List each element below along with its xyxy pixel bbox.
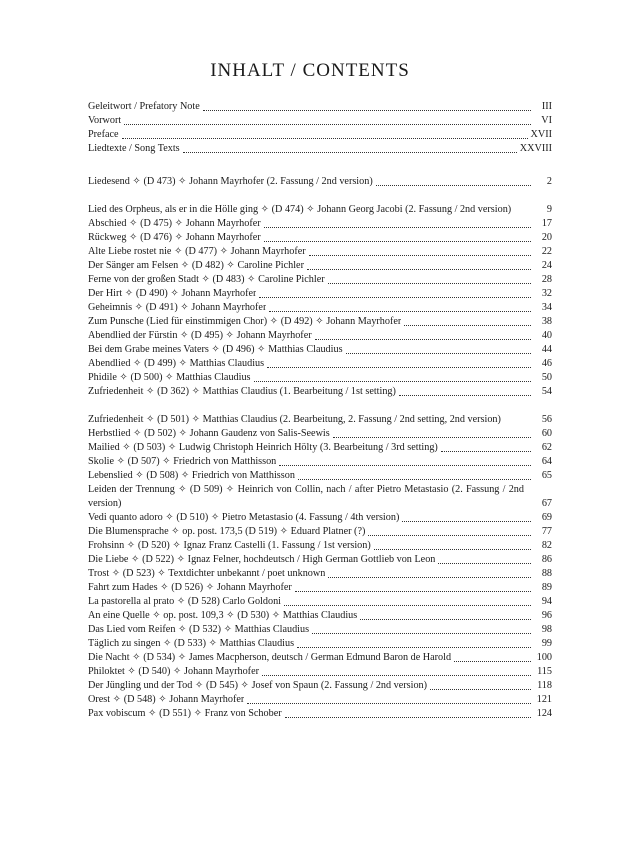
dot-leader <box>264 241 531 242</box>
front-matter-item-page: XXVIII <box>519 143 552 154</box>
song-entry-title: Zum Punsche (Lied für einstimmigen Chor) ✧ (D 492) ✧ Johann Mayrhofer <box>88 316 402 327</box>
song-entry[interactable] <box>88 637 552 651</box>
dot-leader <box>183 152 517 153</box>
song-entry-title: Herbstlied ✧ (D 502) ✧ Johann Gaudenz von Salis-Seewis <box>88 428 330 439</box>
song-entry[interactable] <box>88 329 552 343</box>
dot-leader <box>402 521 531 522</box>
song-entry[interactable] <box>88 385 552 399</box>
front-matter-item-page: VI <box>541 115 552 126</box>
song-entry[interactable] <box>88 371 552 385</box>
song-entry-title: Vedi quanto adoro ✧ (D 510) ✧ Pietro Metastasio (4. Fassung / 4th version) <box>88 512 400 523</box>
song-entry-title: Abschied ✧ (D 475) ✧ Johann Mayrhofer <box>88 218 261 229</box>
song-entry[interactable] <box>88 483 552 511</box>
song-entry-page: 22 <box>541 246 552 257</box>
song-entry-page: 17 <box>541 218 552 229</box>
song-entry-page: 9 <box>546 204 552 215</box>
song-entry[interactable] <box>88 301 552 315</box>
dot-leader <box>297 647 531 648</box>
song-entry-page: 96 <box>541 610 552 621</box>
song-entry-title: Mailied ✧ (D 503) ✧ Ludwig Christoph Heinrich Hölty (3. Bearbeitung / 3rd setting) <box>88 442 438 453</box>
dot-leader <box>441 451 531 452</box>
song-entry-title: Der Hirt ✧ (D 490) ✧ Johann Mayrhofer <box>88 288 257 299</box>
song-entry-page: 32 <box>541 288 552 299</box>
dot-leader <box>328 283 531 284</box>
song-entry-title: Der Jüngling und der Tod ✧ (D 545) ✧ Josef von Spaun (2. Fassung / 2nd version) <box>88 680 428 691</box>
song-entry-page: 34 <box>541 302 552 313</box>
song-list <box>88 175 552 721</box>
front-matter-item[interactable] <box>88 128 552 142</box>
song-entry[interactable] <box>88 427 552 441</box>
front-matter-item[interactable] <box>88 142 552 156</box>
song-entry-title: Die Liebe ✧ (D 522) ✧ Ignaz Felner, hochdeutsch / High German Gottlieb von Leon <box>88 554 436 565</box>
dot-leader <box>438 563 531 564</box>
song-entry[interactable] <box>88 245 552 259</box>
song-entry-page: 121 <box>536 694 552 705</box>
front-matter-item[interactable] <box>88 114 552 128</box>
song-entry[interactable] <box>88 315 552 329</box>
song-entry-title: Skolie ✧ (D 507) ✧ Friedrich von Matthisson <box>88 456 277 467</box>
song-entry-title: Zufriedenheit ✧ (D 362) ✧ Matthias Claudius (1. Bearbeitung / 1st setting) <box>88 386 396 397</box>
song-entry-page: 88 <box>541 568 552 579</box>
song-entry[interactable] <box>88 539 552 553</box>
song-entry-title: Lied des Orpheus, als er in die Hölle ging ✧ (D 474) ✧ Johann Georg Jacobi (2. Fassung / 2nd version) <box>88 204 512 215</box>
dot-leader <box>247 703 531 704</box>
dot-leader <box>404 325 531 326</box>
song-entry-page: 28 <box>541 274 552 285</box>
song-entry-page: 82 <box>541 540 552 551</box>
dot-leader <box>376 185 531 186</box>
song-entry[interactable] <box>88 595 552 609</box>
dot-leader <box>309 255 531 256</box>
front-matter-item[interactable] <box>88 100 552 114</box>
song-entry[interactable] <box>88 511 552 525</box>
song-entry[interactable] <box>88 525 552 539</box>
dot-leader <box>333 437 531 438</box>
song-entry-title: Philoktet ✧ (D 540) ✧ Johann Mayrhofer <box>88 666 259 677</box>
song-entry-title: Der Sänger am Felsen ✧ (D 482) ✧ Caroline Pichler <box>88 260 304 271</box>
song-entry[interactable] <box>88 693 552 707</box>
song-entry-title: Rückweg ✧ (D 476) ✧ Johann Mayrhofer <box>88 232 261 243</box>
song-entry-title: Das Lied vom Reifen ✧ (D 532) ✧ Matthias Claudius <box>88 624 310 635</box>
song-entry[interactable] <box>88 651 552 665</box>
dot-leader <box>454 661 531 662</box>
dot-leader <box>307 269 531 270</box>
song-entry-page: 69 <box>541 512 552 523</box>
song-entry[interactable] <box>88 217 552 231</box>
front-matter-item-title: Liedtexte / Song Texts <box>88 143 180 154</box>
song-entry-title: Geheimnis ✧ (D 491) ✧ Johann Mayrhofer <box>88 302 267 313</box>
dot-leader <box>264 227 531 228</box>
song-entry[interactable] <box>88 441 552 455</box>
song-entry-title: Täglich zu singen ✧ (D 533) ✧ Matthias Claudius <box>88 638 295 649</box>
song-entry-page: 64 <box>541 456 552 467</box>
front-matter-item-title: Geleitwort / Prefatory Note <box>88 101 200 112</box>
song-entry[interactable] <box>88 567 552 581</box>
song-entry-title: Frohsinn ✧ (D 520) ✧ Ignaz Franz Castelli (1. Fassung / 1st version) <box>88 540 371 551</box>
song-entry[interactable] <box>88 287 552 301</box>
front-matter-list <box>88 100 552 156</box>
dot-leader <box>368 535 531 536</box>
song-entry-page: 56 <box>541 414 552 425</box>
song-entry[interactable] <box>88 455 552 469</box>
dot-leader <box>254 381 531 382</box>
song-entry-page: 65 <box>541 470 552 481</box>
song-entry-title: An eine Quelle ✧ op. post. 109,3 ✧ (D 530) ✧ Matthias Claudius <box>88 610 358 621</box>
song-entry-page: 2 <box>546 176 552 187</box>
song-entry-title: Orest ✧ (D 548) ✧ Johann Mayrhofer <box>88 694 245 705</box>
song-entry-page: 77 <box>541 526 552 537</box>
song-entry-page: 44 <box>541 344 552 355</box>
dot-leader <box>122 138 528 139</box>
song-entry-title: Fahrt zum Hades ✧ (D 526) ✧ Johann Mayrhofer <box>88 582 292 593</box>
song-entry[interactable] <box>88 581 552 595</box>
dot-leader <box>284 605 531 606</box>
front-matter-item-page: III <box>541 101 552 112</box>
song-entry[interactable] <box>88 553 552 567</box>
song-entry-title: Abendlied ✧ (D 499) ✧ Matthias Claudius <box>88 358 265 369</box>
song-entry-page: 24 <box>541 260 552 271</box>
dot-leader <box>269 311 531 312</box>
page-title: INHALT / CONTENTS <box>210 60 410 81</box>
song-entry-title: Alte Liebe rostet nie ✧ (D 477) ✧ Johann Mayrhofer <box>88 246 306 257</box>
song-entry-title: Phidile ✧ (D 500) ✧ Matthias Claudius <box>88 372 251 383</box>
song-entry[interactable] <box>88 357 552 371</box>
song-entry-title: Pax vobiscum ✧ (D 551) ✧ Franz von Schober <box>88 708 282 719</box>
front-matter-item-title: Preface <box>88 129 119 140</box>
song-entry-page: 86 <box>541 554 552 565</box>
dot-leader <box>374 549 531 550</box>
dot-leader <box>399 395 531 396</box>
song-entry-title: Liedesend ✧ (D 473) ✧ Johann Mayrhofer (2. Fassung / 2nd version) <box>88 176 373 187</box>
dot-leader <box>298 479 531 480</box>
song-entry[interactable] <box>88 707 552 721</box>
song-entry-title: Trost ✧ (D 523) ✧ Textdichter unbekannt / poet unknown <box>88 568 326 579</box>
song-entry-page: 89 <box>541 582 552 593</box>
dot-leader <box>360 619 531 620</box>
front-matter-item-title: Vorwort <box>88 115 122 126</box>
song-entry-title: La pastorella al prato ✧ (D 528) Carlo Goldoni <box>88 596 281 607</box>
dot-leader <box>328 577 531 578</box>
song-entry[interactable] <box>88 343 552 357</box>
song-entry-page: 99 <box>541 638 552 649</box>
song-entry-title: Die Blumensprache ✧ op. post. 173,5 (D 519) ✧ Eduard Platner (?) <box>88 526 366 537</box>
song-entry[interactable] <box>88 273 552 287</box>
song-entry[interactable] <box>88 665 552 679</box>
song-entry[interactable] <box>88 231 552 245</box>
song-entry-page: 46 <box>541 358 552 369</box>
dot-leader <box>315 339 531 340</box>
dot-leader <box>262 675 531 676</box>
dot-leader <box>259 297 531 298</box>
song-entry-page: 62 <box>541 442 552 453</box>
song-entry-title: Leiden der Trennung ✧ (D 509) ✧ Heinrich von Collin, nach / after Pietro Metastasio (2. Fassung / 2nd version) <box>88 484 524 509</box>
song-entry-title: Bei dem Grabe meines Vaters ✧ (D 496) ✧ Matthias Claudius <box>88 344 343 355</box>
song-entry-page: 94 <box>541 596 552 607</box>
song-entry-page: 115 <box>537 666 552 677</box>
song-entry-page: 40 <box>541 330 552 341</box>
song-entry-page: 118 <box>537 680 552 691</box>
dot-leader <box>279 465 531 466</box>
song-entry[interactable] <box>88 679 552 693</box>
dot-leader <box>267 367 531 368</box>
song-entry-page: 60 <box>541 428 552 439</box>
dot-leader <box>312 633 531 634</box>
song-entry[interactable] <box>88 175 552 189</box>
dot-leader <box>124 124 531 125</box>
song-entry-title: Ferne von der großen Stadt ✧ (D 483) ✧ Caroline Pichler <box>88 274 325 285</box>
song-entry[interactable] <box>88 469 552 483</box>
song-entry-page: 54 <box>541 386 552 397</box>
dot-leader <box>430 689 531 690</box>
song-entry-title: Abendlied der Fürstin ✧ (D 495) ✧ Johann Mayrhofer <box>88 330 312 341</box>
song-entry[interactable] <box>88 623 552 637</box>
song-entry-page: 50 <box>541 372 552 383</box>
song-entry[interactable] <box>88 259 552 273</box>
song-entry[interactable] <box>88 189 552 217</box>
front-matter-item-page: XVII <box>530 129 552 140</box>
song-entry[interactable] <box>88 609 552 623</box>
song-entry-title: Zufriedenheit ✧ (D 501) ✧ Matthias Claudius (2. Bearbeitung, 2. Fassung / 2nd setting, 2nd version) <box>88 414 501 425</box>
song-entry[interactable] <box>88 399 552 427</box>
song-entry-title: Lebenslied ✧ (D 508) ✧ Friedrich von Matthisson <box>88 470 295 481</box>
song-entry-title: Die Nacht ✧ (D 534) ✧ James Macpherson, deutsch / German Edmund Baron de Harold <box>88 652 452 663</box>
song-entry-page: 20 <box>541 232 552 243</box>
dot-leader <box>285 717 531 718</box>
song-entry-page: 124 <box>536 708 552 719</box>
dot-leader <box>203 110 531 111</box>
song-entry-page: 38 <box>541 316 552 327</box>
song-entry-page: 100 <box>536 652 552 663</box>
song-entry-page: 67 <box>541 498 552 509</box>
dot-leader <box>295 591 531 592</box>
dot-leader <box>346 353 531 354</box>
song-entry-page: 98 <box>541 624 552 635</box>
